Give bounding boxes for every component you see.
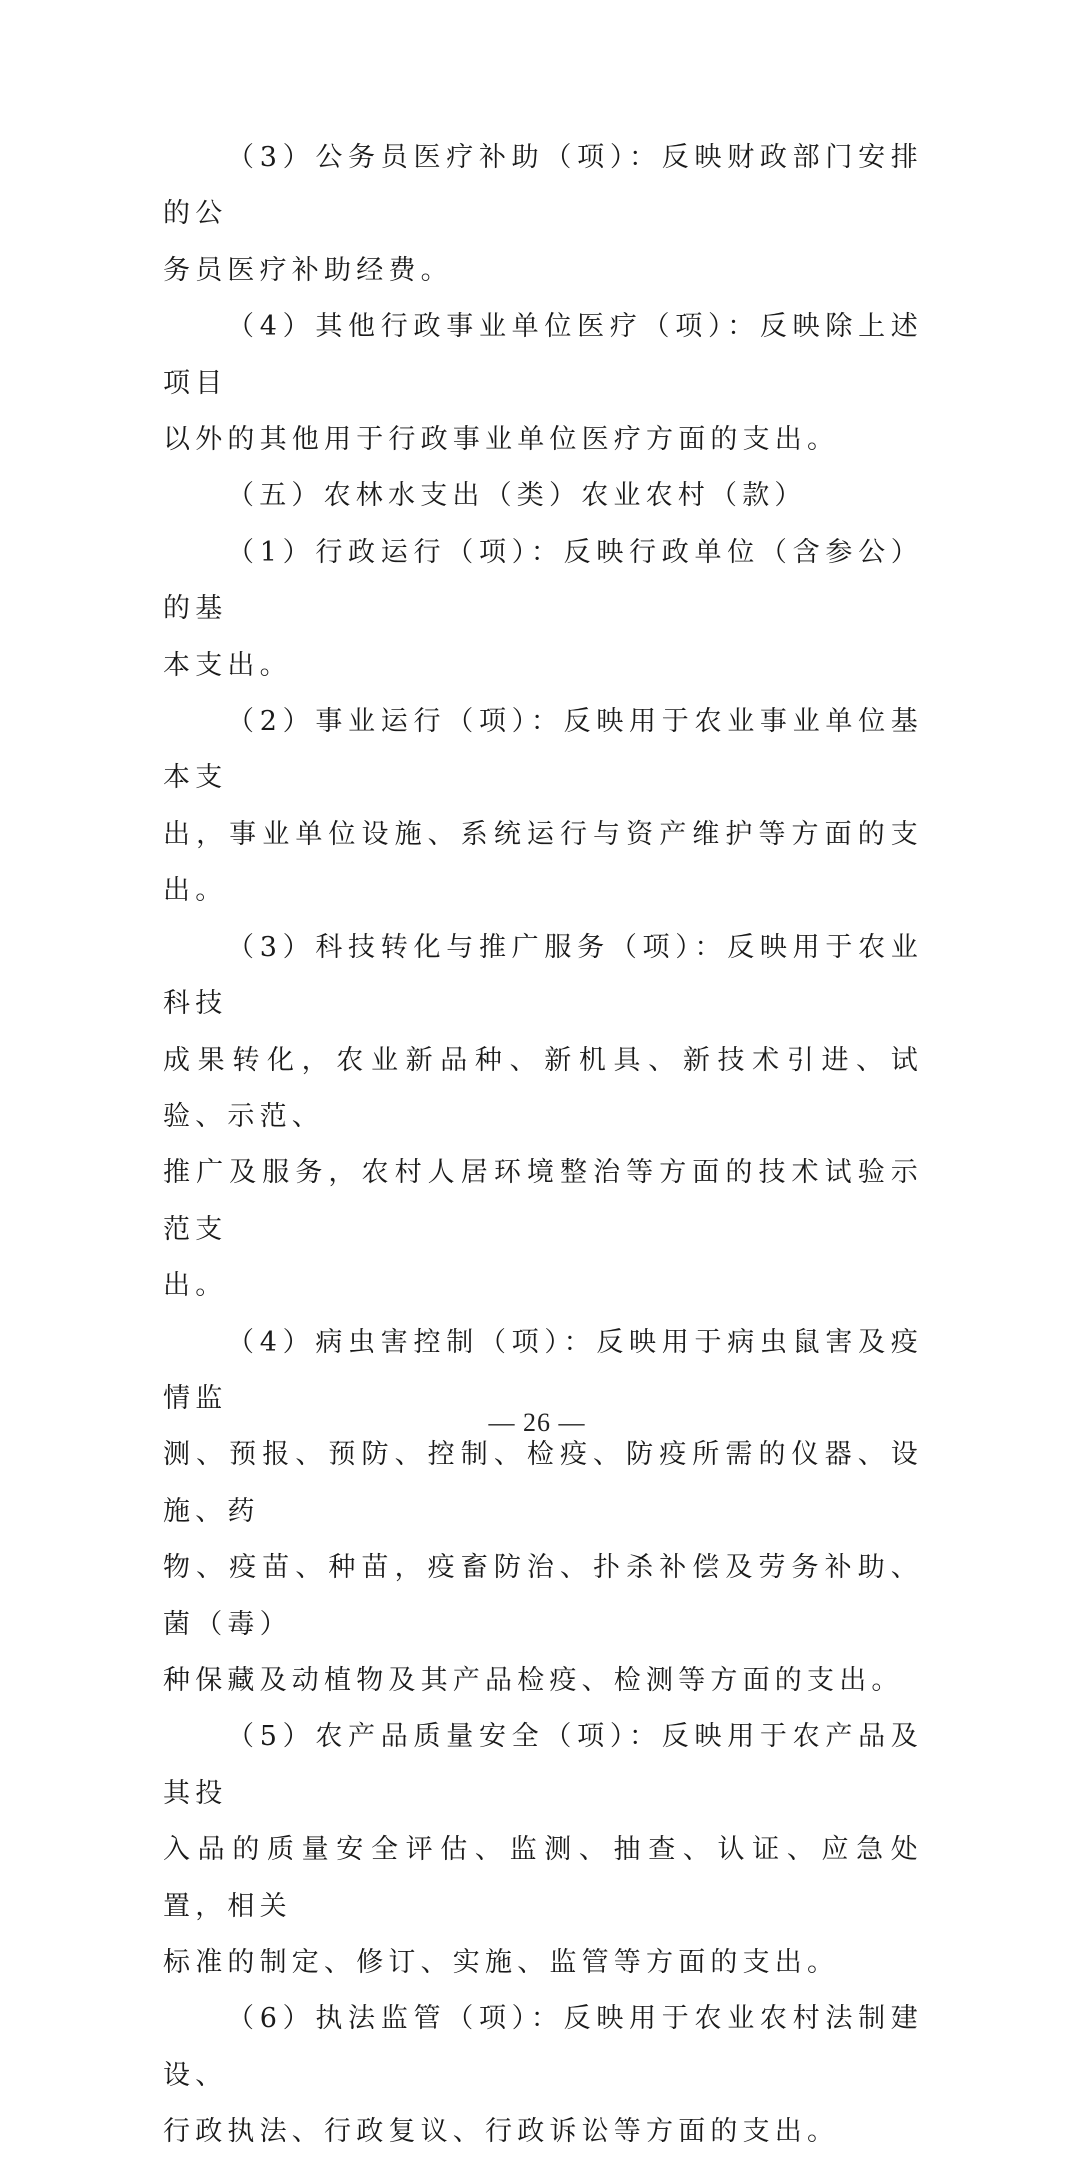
text-line: 出。	[163, 1270, 228, 1302]
text-line: 务员医疗补助经费。	[163, 254, 453, 286]
text-line: 本支出。	[163, 649, 292, 681]
section-heading: （五）农林水支出（类）农业农村（款）	[227, 480, 807, 512]
text-line: 种保藏及动植物及其产品检疫、检测等方面的支出。	[163, 1664, 904, 1696]
text-line: （3）科技转化与推广服务（项）：反映用于农业科技	[163, 931, 923, 1020]
text-line: （2）事业运行（项）：反映用于农业事业单位基本支	[163, 706, 923, 794]
text-line: （6）执法监管（项）：反映用于农业农村法制建设、	[163, 2003, 923, 2091]
text-line: 标准的制定、修订、实施、监管等方面的支出。	[163, 1947, 840, 1978]
text-line: 推广及服务，农村人居环境整治等方面的技术试验示范支	[163, 1157, 923, 1245]
text-line: （4）病虫害控制（项）：反映用于病虫鼠害及疫情监	[163, 1326, 923, 1414]
text-line: （4）其他行政事业单位医疗（项）：反映除上述项目	[163, 311, 923, 399]
text-line: 成果转化，农业新品种、新机具、新技术引进、试验、示范、	[163, 1044, 923, 1132]
text-line: 物、疫苗、种苗，疫畜防治、扑杀补偿及劳务补助、菌（毒）	[163, 1552, 923, 1640]
text-line: （1）行政运行（项）：反映行政单位（含参公）的基	[163, 536, 923, 625]
document-body	[163, 130, 923, 2161]
text-line: 行政执法、行政复议、行政诉讼等方面的支出。	[163, 2116, 840, 2148]
text-line: （5）农产品质量安全（项）：反映用于农产品及其投	[163, 1721, 923, 1809]
text-line: 出，事业单位设施、系统运行与资产维护等方面的支出。	[163, 818, 923, 907]
text-line: 测、预报、预防、控制、检疫、防疫所需的仪器、设施、药	[163, 1439, 923, 1527]
text-line: 入品的质量安全评估、监测、抽查、认证、应急处置，相关	[163, 1834, 923, 1922]
text-line: （3）公务员医疗补助（项）：反映财政部门安排的公	[163, 142, 923, 230]
page-number: — 26 —	[488, 1408, 586, 1437]
text-line: 以外的其他用于行政事业单位医疗方面的支出。	[163, 424, 840, 456]
